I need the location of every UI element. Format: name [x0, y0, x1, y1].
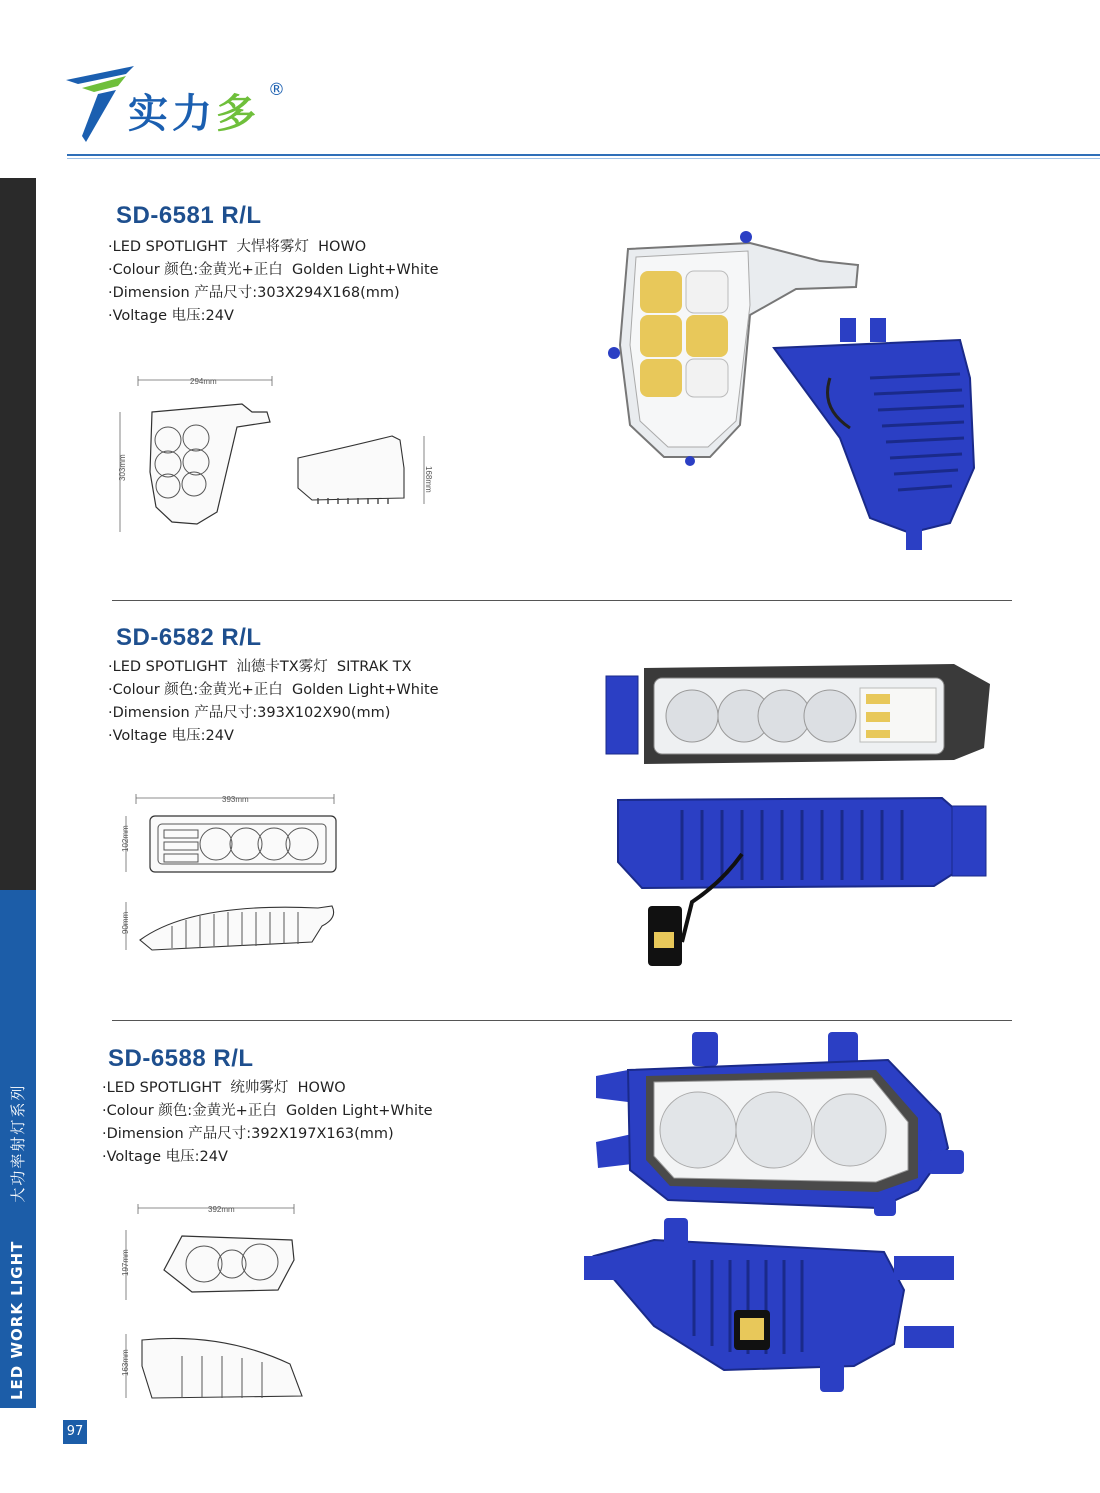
spec-line: ·LED SPOTLIGHT 大悍将雾灯 HOWO: [108, 239, 367, 255]
registered-mark: ®: [268, 80, 285, 100]
product-specs: [108, 236, 439, 328]
spec-line: ·Dimension 产品尺寸:303X294X168(mm): [108, 285, 400, 301]
dim-depth: 168mm: [424, 466, 433, 493]
dim-width: 393mm: [222, 795, 249, 804]
header-rule-thin: [67, 158, 1100, 159]
technical-drawing-front: [112, 372, 282, 542]
spec-line: ·Voltage 电压:24V: [102, 1149, 228, 1165]
side-label-en: LED WORK LIGHT: [8, 1240, 26, 1400]
dim-height: 197mm: [121, 1249, 130, 1276]
spec-line: ·LED SPOTLIGHT 汕德卡TX雾灯 SITRAK TX: [108, 659, 412, 675]
product-photo-back: [770, 318, 990, 553]
spec-line: ·Colour 颜色:金黄光+正白 Golden Light+White: [102, 1103, 433, 1119]
side-tab-dark: [0, 178, 36, 890]
dim-depth: 90mm: [121, 911, 130, 934]
page-number: 97: [63, 1420, 87, 1444]
product-title: SD-6582 R/L: [116, 624, 262, 651]
header-rule: [67, 154, 1100, 156]
dim-width: 392mm: [208, 1205, 235, 1214]
product-specs: [108, 656, 439, 748]
technical-drawing-front: [112, 790, 352, 880]
spec-line: ·Voltage 电压:24V: [108, 728, 234, 744]
spec-line: ·Colour 颜色:金黄光+正白 Golden Light+White: [108, 682, 439, 698]
dim-width: 294mm: [190, 377, 217, 386]
technical-drawing-side: [292, 428, 442, 518]
dim-height: 303mm: [118, 454, 127, 481]
product-title: SD-6581 R/L: [116, 202, 262, 229]
product-photo-front: [588, 1030, 972, 1216]
section-divider: [112, 600, 1012, 601]
product-specs: [102, 1077, 433, 1169]
spec-line: ·Colour 颜色:金黄光+正白 Golden Light+White: [108, 262, 439, 278]
brand-name: 实力多: [128, 91, 260, 137]
product-title: SD-6588 R/L: [108, 1045, 254, 1072]
dim-height: 102mm: [121, 825, 130, 852]
spec-line: ·LED SPOTLIGHT 统帅雾灯 HOWO: [102, 1080, 346, 1096]
technical-drawing-side: [112, 1326, 312, 1406]
dim-depth: 163mm: [121, 1349, 130, 1376]
side-label-cn: 大功率射灯系列: [8, 1083, 27, 1203]
technical-drawing-front: [112, 1200, 312, 1310]
product-photo-back: [584, 1216, 960, 1396]
spec-line: ·Dimension 产品尺寸:393X102X90(mm): [108, 705, 391, 721]
product-photo-back: [612, 792, 992, 982]
spec-line: ·Voltage 电压:24V: [108, 308, 234, 324]
section-divider: [112, 1020, 1012, 1021]
technical-drawing-side: [112, 896, 352, 956]
product-photo-front: [604, 660, 996, 770]
side-label: [2, 900, 32, 1400]
spec-line: ·Dimension 产品尺寸:392X197X163(mm): [102, 1126, 394, 1142]
